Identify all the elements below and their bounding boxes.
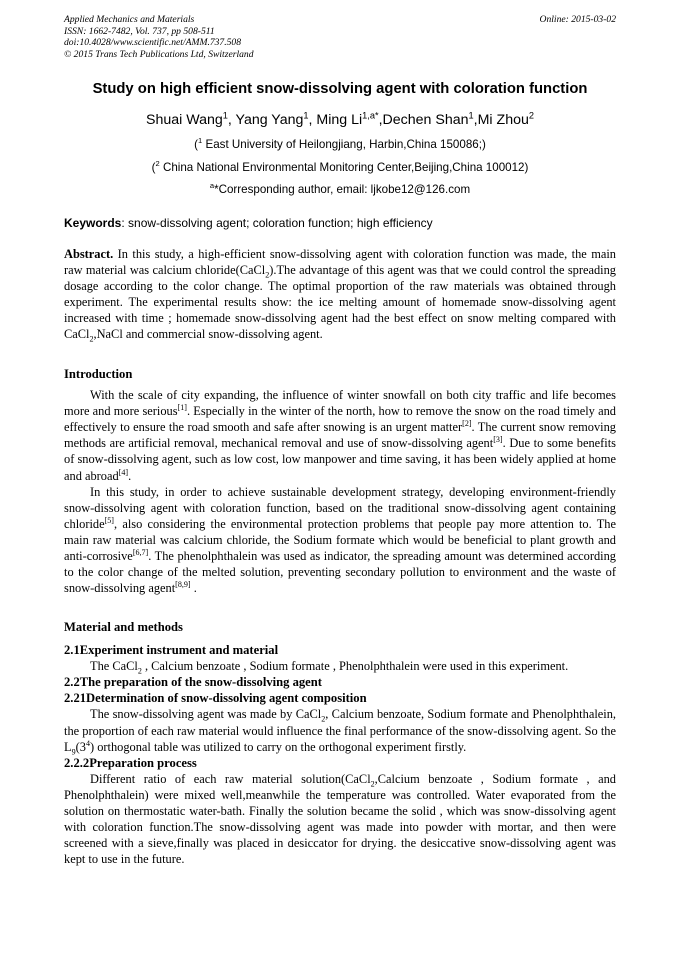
subsection-2-2-1-text: The snow-dissolving agent was made by CaCl$_2$, Calcium benzoate, Sodium formate and Phenolphthalein, the proportion of each raw material would influence the final performance of the snow-dissolving agent. So the $L_9(3^4)$ orthogonal table was utilized to carry on the orthogonal experiment firstly. — [64, 707, 616, 757]
citation: [1] — [177, 403, 187, 413]
author-list — [40, 112, 640, 128]
author: Ming $Li^{1,a*}$, — [316, 110, 383, 128]
intro-paragraph-2: In this study, in order to achieve sustainable development strategy, developing environment-friendly snow-dissolving agent with coloration function, based on the traditional snow-dissolving agent containing chloride[5], also considering the environmental protection problems that people pay more attention to. The main raw material was calcium chloride, the Sodium formate which would be beneficial to plant growth and anti-corrosive[6,7]. The phenolphthalein was used as indicator, the spreading amount was determined according to the color change of the melted solution, preventing secondary pollution to environment and the waste of snow-dissolving agent[8,9] . — [64, 484, 616, 596]
citation: [4] — [118, 467, 129, 477]
subsection-2-2-2-text: Different ratio of each raw material solution(CaCl$_2$,Calcium benzoate , Sodium formate , and Phenolphthalein) were mixed well,meanwhile the temperature was controlled. Water evaporated from the solution on thermostatic water-bath. Finally the solution became the solid , which was snow-dissolving agent with coloration function.The snow-dissolving agent was made into powder with mortar, and then were screened with a sieve,finally was placed in desiccator for drying. the desiccative snow-dissolving agent was kept to use in the future. — [64, 771, 616, 867]
citation: [5] — [104, 515, 114, 525]
affiliation-1: ($^1$ East University of Heilongjiang, Harbin,China 150086;) — [194, 136, 486, 151]
author: Mi Zhou$^2$ — [477, 110, 534, 128]
keywords — [64, 216, 616, 230]
journal-name: Applied Mechanics and Materials — [64, 14, 195, 25]
corresponding-author: $^a$*Corresponding author, email: ljkobe12@126.com — [209, 181, 471, 196]
methods-section — [64, 619, 616, 867]
issn-line: ISSN: 1662-7482, Vol. 737, pp 508-511 — [64, 25, 215, 37]
intro-paragraph-1: With the scale of city expanding, the influence of winter snowfall on both city traffic and life becomes more and more serious[1]. Especially in the winter of the north, how to remove the snow on the road timely and effectively to ensure the road smooth and safe after snowing is an urgent matter[2]. The current snow removing methods are artificial removal, mechanical removal and use of snow-dissolving agent[3]. Due to some benefits of snow-dissolving agent, such as low cost, low manpower and time saving, it has been widely applied at home and abroad[4]. — [64, 388, 617, 483]
citation: [8,9] — [175, 580, 191, 590]
abstract — [64, 246, 616, 343]
keywords-text: : snow-dissolving agent; coloration function; high efficiency — [121, 216, 433, 230]
keywords-label: Keywords — [64, 216, 122, 230]
paper-title: Study on high efficient snow-dissolving agent with coloration function — [92, 81, 588, 97]
subsection-2-2-1-heading: 2.21Determination of snow-dissolving agent composition — [64, 691, 367, 706]
author: Dechen Shan$^1$, — [382, 110, 478, 128]
online-date: Online: 2015-03-02 — [539, 14, 616, 25]
subsection-2-2-2-heading: 2.2.2Preparation process — [64, 755, 197, 770]
methods-heading: Material and methods — [64, 620, 183, 634]
citation: [2] — [462, 419, 472, 429]
abstract-label: Abstract. — [64, 247, 114, 261]
introduction-heading: Introduction — [64, 367, 133, 381]
subsection-2-2-heading: 2.2The preparation of the snow-dissolving agent — [64, 675, 322, 690]
journal-header — [64, 14, 616, 60]
copyright-line: © 2015 Trans Tech Publications Ltd, Switzerland — [64, 48, 254, 60]
doi-line: doi:10.4028/www.scientific.net/AMM.737.508 — [64, 37, 242, 48]
citation: [6,7] — [132, 547, 149, 557]
citation: [3] — [493, 435, 503, 445]
author: Shuai Wang$^1$, — [145, 110, 236, 128]
affiliation-2: ($^2$ China National Environmental Monitoring Center,Beijing,China 100012) — [151, 159, 529, 174]
author: Yang Yang$^1$, — [235, 110, 317, 128]
subsection-2-1-heading: 2.1Experiment instrument and material — [64, 643, 279, 658]
introduction-section — [64, 366, 616, 596]
subsection-2-1-text: The CaCl$_2$ , Calcium benzoate , Sodium formate , Phenolphthalein were used in this experiment. — [90, 659, 569, 676]
abstract-text: Abstract. In this study, a high-efficient snow-dissolving agent with coloration function was made, the main raw material was calcium chloride(CaCl$_2$).The advantage of this agent was that we could control the spreading dosage according to the color change. The optimal proportion of the raw materials was obtained through experiment. The experimental results show: the ice melting amount of homemade snow-dissolving agent increased with time ; homemade snow-dissolving agent had the best effect on snow melting compared with CaCl$_2$,NaCl and commercial snow-dissolving agent. — [64, 247, 616, 344]
